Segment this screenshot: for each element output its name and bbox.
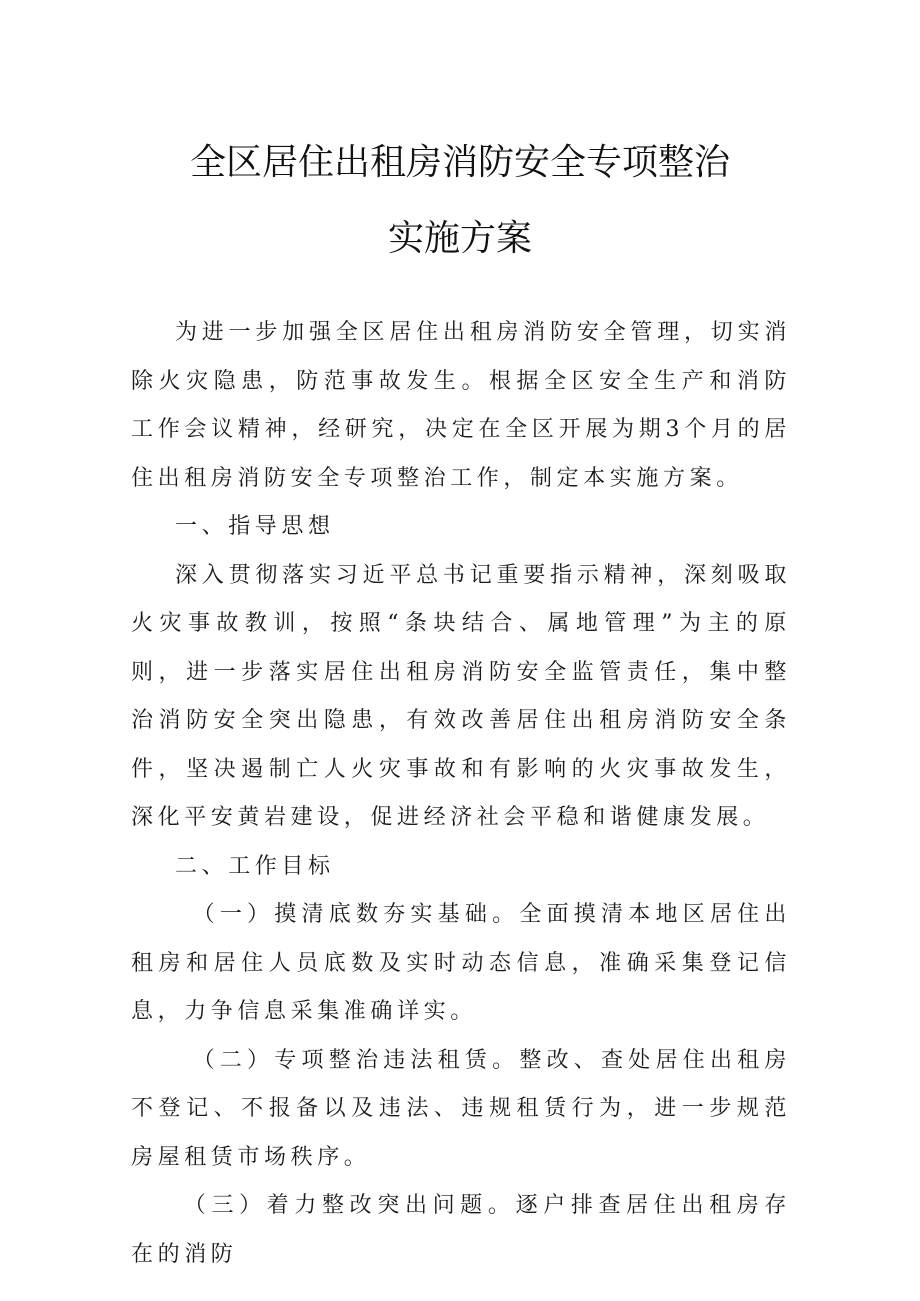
section-heading-guiding-ideology: 一、指导思想 (175, 514, 335, 539)
document-body (131, 309, 791, 1279)
goal-item-1: （一）摸清底数夯实基础。全面摸清本地区居住出租房和居住人员底数及实时动态信息，准确采集登记信息，力争信息采集准确详实。 (131, 902, 791, 1024)
document-title-line2: 实施方案 (387, 218, 532, 259)
intro-paragraph: 为进一步加强全区居住出租房消防安全管理，切实消除火灾隐患，防范事故发生。根据全区安全生产和消防工作会议精神，经研究，决定在全区开展为期3个月的居住出租房消防安全专项整治工作，制定本实施方案。 (131, 320, 791, 491)
goal-item-3: （三）着力整改突出问题。逐户排查居住出租房存在的消防 (131, 1193, 791, 1267)
section-heading-work-goals: 二、工作目标 (175, 853, 335, 879)
document-title-line1: 全区居住出租房消防安全专项整治 (189, 142, 730, 183)
guiding-ideology-paragraph: 深入贯彻落实习近平总书记重要指示精神，深刻吸取火灾事故教训，按照“条块结合、属地管理”为主的原则，进一步落实居住出租房消防安全监管责任，集中整治消防安全突出隐患，有效改善居住出租房消防安全条件，坚决遏制亡人火灾事故和有影响的火灾事故发生，深化平安黄岩建设，促进经济社会平稳和谐健康发展。 (131, 562, 791, 830)
goal-item-2: （二）专项整治违法租赁。整改、查处居住出租房不登记、不报备以及违法、违规租赁行为，进一步规范房屋租赁市场秩序。 (131, 1047, 791, 1170)
